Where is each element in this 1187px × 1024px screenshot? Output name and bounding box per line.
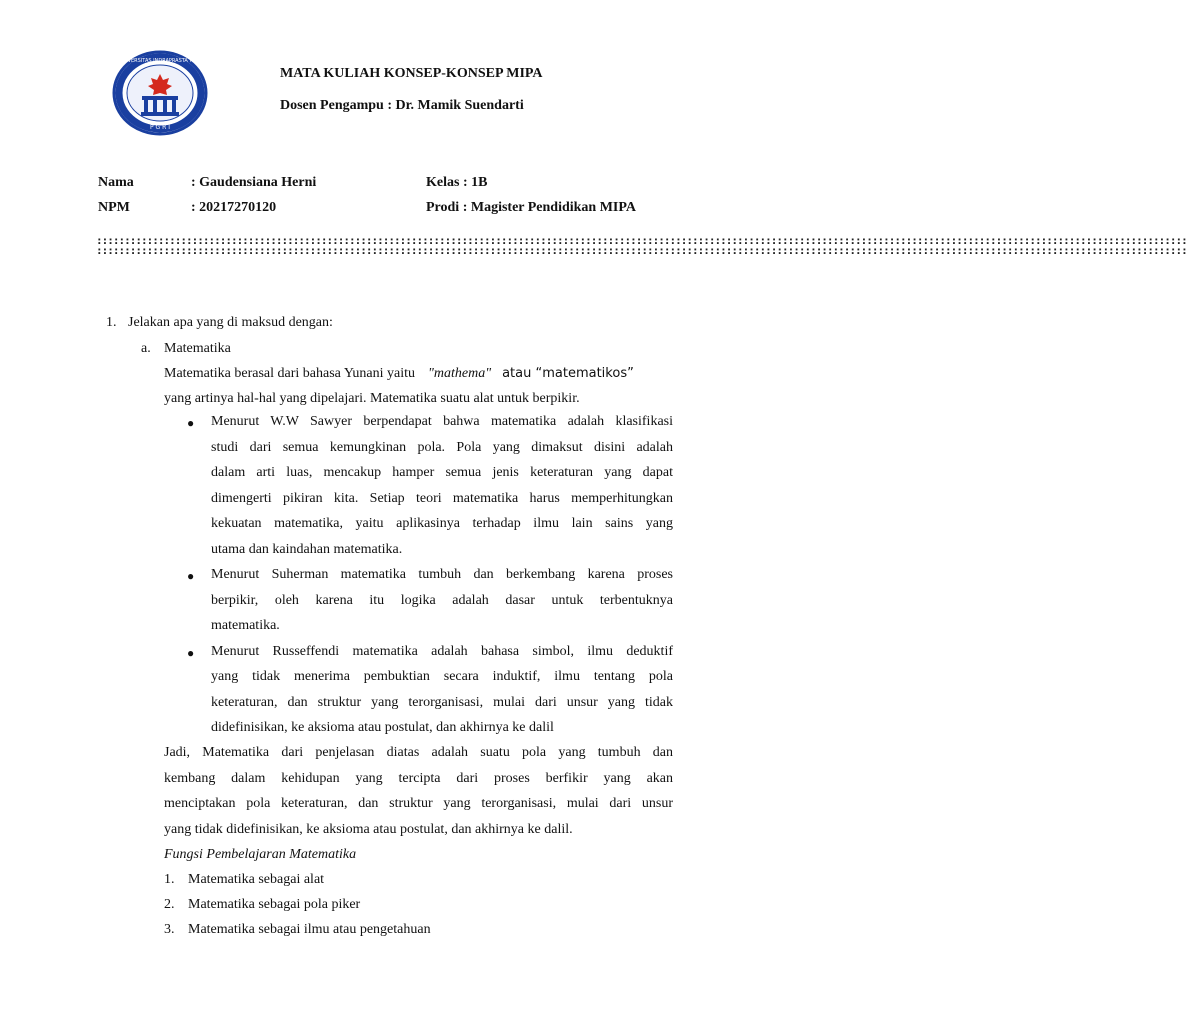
bullet-3-line-4: didefinisikan, ke aksioma atau postulat, dan akhirnya ke dalil xyxy=(211,720,554,735)
prodi-text: Prodi : Magister Pendidikan MIPA xyxy=(426,200,636,215)
bullet-dot: ● xyxy=(187,416,195,430)
intro-term-mathema: "mathema" xyxy=(428,366,492,381)
bullet-dot: ● xyxy=(187,569,195,583)
function-item-text: Matematika sebagai alat xyxy=(188,872,325,887)
bullet-2-line-2: berpikir, oleh karena itu logika adalah dasar untuk terbentuknya xyxy=(211,593,673,608)
divider-row-1: :::::::::::::::::::::::::::::::::::::::::::::::::::::::::::::::::::::::::::::::::::::::::::::::::::::::::::::::::::::::::::::::::::::::::::::::::::::::::::::::::::::::::::::::::::::::::::::::::: xyxy=(96,234,1187,247)
question-number: 1. xyxy=(106,315,117,330)
bullet-1-line-2: studi dari semua kemungkinan pola. Pola yang dimaksut disini adalah xyxy=(211,440,673,455)
intro-line-2: yang artinya hal-hal yang dipelajari. Matematika suatu alat untuk berpikir. xyxy=(164,391,580,406)
divider-row-2: :::::::::::::::::::::::::::::::::::::::::::::::::::::::::::::::::::::::::::::::::::::::::::::::::::::::::::::::::::::::::::::::::::::::::::::::::::::::::::::::::::::::::::::::::::::::::::::::::: xyxy=(96,244,1187,257)
logo-bottom-text: P G R I xyxy=(150,124,170,131)
intro-part-b: atau “matematikos” xyxy=(502,366,634,381)
conclusion-line-3: menciptakan pola keteraturan, dan struktur yang terorganisasi, mulai dari unsur xyxy=(164,796,673,811)
sub-title: Matematika xyxy=(164,341,231,356)
bullet-1-line-5: kekuatan matematika, yaitu aplikasinya terhadap ilmu lain sains yang xyxy=(211,516,673,531)
npm-label: NPM xyxy=(98,200,130,215)
function-item-number: 2. xyxy=(164,897,175,912)
intro-part-a: Matematika berasal dari bahasa Yunani yaitu xyxy=(164,366,415,381)
course-title: MATA KULIAH KONSEP-KONSEP MIPA xyxy=(280,66,543,81)
conclusion-line-2: kembang dalam kehidupan yang tercipta dari proses berfikir yang akan xyxy=(164,771,673,786)
class-text: Kelas : 1B xyxy=(426,175,488,190)
lecturer-line: Dosen Pengampu : Dr. Mamik Suendarti xyxy=(280,98,524,113)
function-item-number: 3. xyxy=(164,922,175,937)
bullet-3-line-3: keteraturan, dan struktur yang terorganisasi, mulai dari unsur yang tidak xyxy=(211,695,673,710)
bullet-1-line-4: dimengerti pikiran kita. Setiap teori matematika harus memperhitungkan xyxy=(211,491,673,506)
conclusion-line-4: yang tidak didefinisikan, ke aksioma atau postulat, dan akhirnya ke dalil. xyxy=(164,822,573,837)
name-label: Nama xyxy=(98,175,134,190)
dotted-divider xyxy=(96,234,1187,258)
name-value: : Gaudensiana Herni xyxy=(191,175,317,190)
functions-heading: Fungsi Pembelajaran Matematika xyxy=(164,847,357,862)
bullet-3-line-1: Menurut Russeffendi matematika adalah bahasa simbol, ilmu deduktif xyxy=(211,644,673,659)
university-logo xyxy=(112,50,208,136)
bullet-1-line-6: utama dan kaindahan matematika. xyxy=(211,542,403,557)
npm-value: : 20217270120 xyxy=(191,200,277,215)
bullet-2-line-3: matematika. xyxy=(211,618,280,633)
bullet-1-line-3: dalam arti luas, mencakup hamper semua jenis keteraturan yang dapat xyxy=(211,465,673,480)
function-item-text: Matematika sebagai pola piker xyxy=(188,897,361,912)
intro-line-1 xyxy=(164,366,634,382)
bullet-dot: ● xyxy=(187,646,195,660)
function-item-number: 1. xyxy=(164,872,175,887)
logo-arc-text: UNIVERSITAS INDRAPRASTA PGRI xyxy=(118,58,202,64)
bullet-1-line-1: Menurut W.W Sawyer berpendapat bahwa matematika adalah klasifikasi xyxy=(211,414,673,429)
conclusion-line-1: Jadi, Matematika dari penjelasan diatas adalah suatu pola yang tumbuh dan xyxy=(164,745,673,760)
bullet-3-line-2: yang tidak menerima pembuktian secara induktif, ilmu tentang pola xyxy=(211,669,673,684)
question-text: Jelakan apa yang di maksud dengan: xyxy=(128,315,333,330)
bullet-2-line-1: Menurut Suherman matematika tumbuh dan berkembang karena proses xyxy=(211,567,673,582)
sub-letter: a. xyxy=(141,341,151,356)
function-item-text: Matematika sebagai ilmu atau pengetahuan xyxy=(188,922,431,937)
